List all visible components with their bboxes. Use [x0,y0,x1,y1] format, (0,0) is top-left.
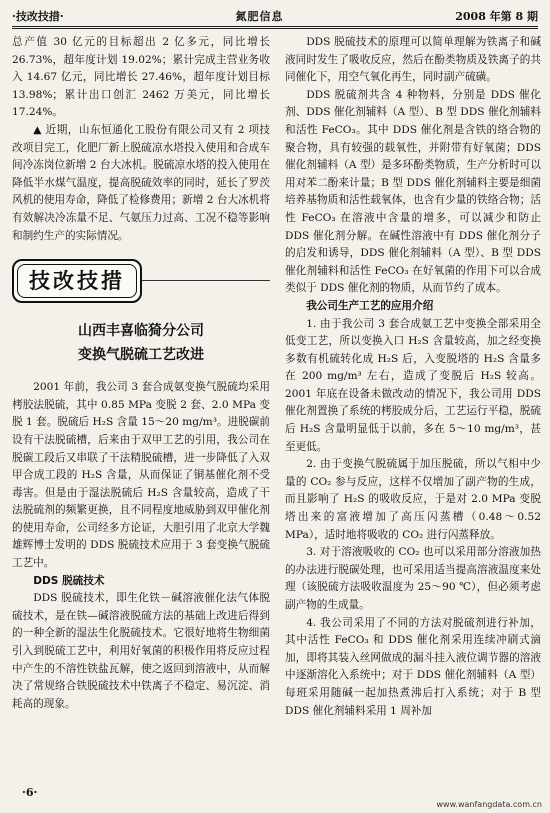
article-title [12,319,270,367]
paragraph-materials: DDS 脱硫剂共含 4 种物料，分别是 DDS 催化剂、DDS 催化剂辅料（A 型）、B 型 DDS 催化剂辅料和活性 FeCO₃。其中 DDS 催化剂是含铁的络合物的聚合物，具有较强的载氧性，并附带有好氧菌；DDS 催化剂辅料（A 型）是多环酚类物质，生产分析时可以用对苯二酚来计量；B 型 DDS 催化剂辅料主要是细菌培养基物质和活性载氧体，也含有少量的铁络合物；活性 FeCO₃ 在溶液中含量的增多，可以减少和防止 DDS 催化剂分解。在碱性溶液中有 DDS 催化剂分子的启发和诱导，DDS 催化剂辅料（A 型）、B 型 DDS 催化剂辅料和活性 FeCO₃ 在好氧菌的作用下可以合成类似于 DDS 催化剂的物质，从而节约了成本。 [285,88,541,295]
header-issue: 2008 年第 8 期 [455,10,538,23]
header-section: ·技改技措· [12,10,64,23]
subheading-application: 我公司生产工艺的应用介绍 [306,299,434,312]
paragraph-continued: 总产值 30 亿元的目标超出 2 亿多元，同比增长 26.73%，超年度计划 19.02%；累计完成主营业务收入 14.67 亿元，同比增长 27.46%，超年度计划目标 13.98%；累计出口创汇 2462 万美元，同比增长 17.24%。 [12,36,270,119]
paragraph-item4: 4. 我公司采用了不同的方法对脱硫剂进行补加，其中活性 FeCO₃ 和 DDS 催化剂采用连续冲刷式滴加，即将其装入丝网做成的漏斗挂入液位调节器的溶液中逐渐溶化入系统中；对于 DDS 催化剂辅料（A 型）每班采用随碱一起加热煮沸后打入系统；对于 B 型 DDS 催化剂辅料采用 1 周补加 [285,616,541,717]
article-title-line1: 山西丰喜临猗分公司 [78,323,204,340]
paragraph-intro: 2001 年前，我公司 3 套合成氨变换气脱硫均采用栲胶法脱硫，其中 0.85 MPa 变脱 2 套、2.0 MPa 变脱 1 套。脱硫后 H₂S 含量 15～20 mg/m³。进脱碳前设有干法脱硫槽，后来由于双甲工艺的引用，我公司在脱碳工段后又串联了干法精脱硫槽，进一步降低了入双甲合成工段的 H₂S 含量，从而保证了铜基催化剂不受毒害。但是由于湿法脱硫后 H₂S 含量较高，造成了干法脱硫剂的频繁更换，且不同程度地威胁到双甲催化剂的使用寿命，公司经多方论证，大胆引用了北京大学魏雄辉博士发明的 DDS 脱硫技术应用于 3 套变换气脱硫工艺中。 [12,381,270,570]
paragraph-item2: 2. 由于变换气脱硫属于加压脱硫，所以气相中少量的 CO₂ 参与反应，这样不仅增加了副产物的生成，而且影响了 H₂S 的吸收反应，于是对 2.0 MPa 变脱塔出来的富液增加了高压闪蒸槽（0.48～0.52 MPa），适时地将吸收的 CO₂ 进行闪蒸释放。 [285,458,541,541]
section-rule [142,280,270,281]
page-number: ·6· [22,786,38,799]
section-badge: 技改技措 [12,259,142,303]
watermark-text: www.wanfangdata.com.cn [436,800,542,809]
header-magazine: 氮肥信息 [235,10,284,23]
paragraph-news: ▲ 近期，山东恒通化工股份有限公司又有 2 项技改项目完工，化肥厂新上脱硫凉水塔投入使用和合成车间冷冻岗位新增 2 台大冰机。脱硫凉水塔的投入使用在降低半水煤气温度，提高脱硫效率的同时，延长了罗茨风机的使用寿命，降低了检修费用；新增 2 台大冰机将有效解决冷冻量不足、气氨压力过高、工况不稳等影响和制约生产的实际情况。 [12,123,270,242]
article-title-line2: 变换气脱硫工艺改进 [78,347,204,364]
subheading-dds: DDS 脱硫技术 [33,574,105,587]
paragraph-item3: 3. 对于溶液吸收的 CO₂ 也可以采用部分溶液加热的办法进行脱碳处理，也可采用适当提高溶液温度来处理（该脱硫方法吸收温度为 25～90 ℃），但必须考虑副产物的生成量。 [285,546,541,611]
paragraph-principle: DDS 脱硫技术的原理可以简单理解为铁离子和碱液同时发生了吸收反应，然后在酚类物质及铁离子的共同催化下，用空气氧化再生，同时副产硫磺。 [285,36,541,84]
left-column [12,34,270,713]
section-heading [12,259,270,305]
right-column [285,34,541,720]
paragraph-item1: 1. 由于我公司 3 套合成氨工艺中变换全部采用全低变工艺，所以变换入口 H₂S 含量较高，加之经变换多数有机硫转化成 H₂S 后，入变脱塔的 H₂S 含量多在 200 mg/m³ 左右，造成了变脱后 H₂S 较高。2001 年底在设备未做改动的情况下，我公司用 DDS 催化剂置换了系统的栲胶成分后，工艺运行平稳，脱硫后 H₂S 含量明显低于以前，多在 5～10 mg/m³，甚至更低。 [285,317,541,453]
paragraph-dds: DDS 脱硫技术，即生化铁－碱溶液催化法气体脱硫技术，是在铁—碱溶液脱硫方法的基础上改进后得到的一种全新的湿法生化脱硫技术。它很好地将生物细菌引入到脱硫工艺中，利用好氧菌的积极作用将反应过程中产生的不溶性铁盐瓦解，使之返回到溶液中，从而解决了常规络合铁脱硫技术中铁离子不稳定、易沉淀、消耗高的现象。 [12,592,270,710]
page-header [12,4,538,29]
